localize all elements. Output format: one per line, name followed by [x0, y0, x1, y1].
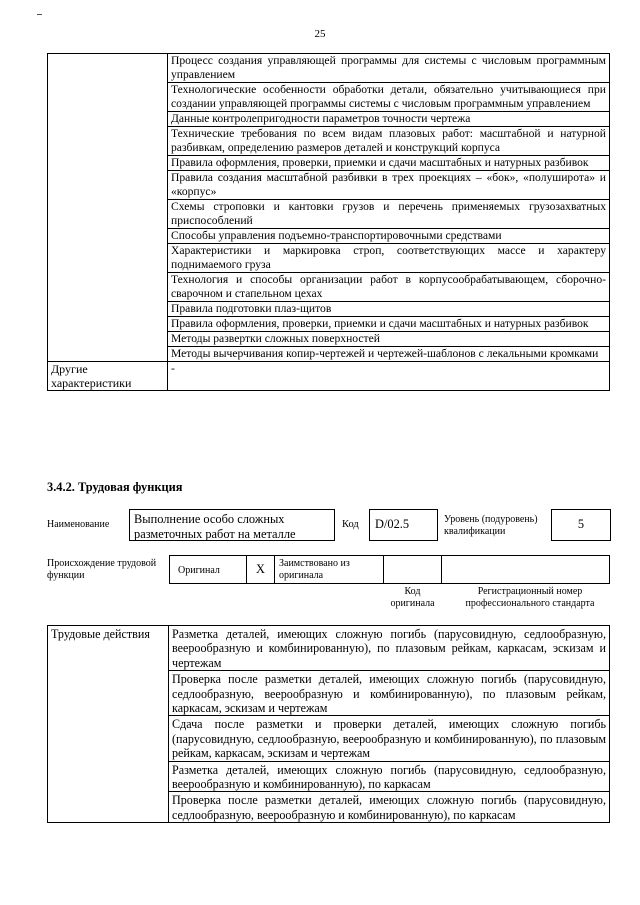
function-name-value: Выполнение особо сложных разметочных работ на металле	[134, 512, 296, 541]
labor-actions-table	[47, 625, 610, 823]
table-cell: Сдача после разметки и проверки деталей, имеющих сложную погибь (парусовидную, седлообразную, веерообразную и комбинированную), по плазовым рейкам, каркасам, эскизам и чертежам	[169, 716, 610, 761]
table-cell: Проверка после разметки деталей, имеющих сложную погибь (парусовидную, седлообразную, веерообразную и комбинированную), по плазовым рейкам, каркасам, эскизам и чертежам	[169, 671, 610, 716]
table-cell: Технологические особенности обработки детали, обязательно учитывающиеся при создании управляющей программы системы с числовым программным управлением	[168, 83, 610, 112]
origin-label: Происхождение трудовой функции	[47, 558, 157, 581]
level-box	[551, 509, 611, 541]
level-label: Уровень (подуровень) квалификации	[444, 514, 538, 537]
reg-number-caption: Регистрационный номер профессионального стандарта	[465, 586, 595, 609]
original-mark: X	[256, 562, 265, 576]
function-name-box	[129, 509, 335, 541]
code-original-cell	[383, 555, 442, 584]
original-mark-cell	[246, 555, 275, 584]
table-cell: Методы развертки сложных поверхностей	[168, 332, 610, 347]
table-cell: Способы управления подъемно-транспортировочными средствами	[168, 229, 610, 244]
knowledge-table	[47, 53, 610, 391]
reg-number-cell	[441, 555, 610, 584]
code-value: D/02.5	[375, 517, 410, 531]
page-number: 25	[314, 28, 326, 40]
table-cell: Схемы строповки и кантовки грузов и перечень применяемых грузозахватных приспособлений	[168, 200, 610, 229]
labor-actions-label: Трудовые действия	[48, 626, 169, 823]
table-cell: Правила оформления, проверки, приемки и сдачи масштабных и натурных разбивок	[168, 156, 610, 171]
table-cell: Разметка деталей, имеющих сложную погибь (парусовидную, седлообразную, веерообразную и комбинированную), по плазовым рейкам, каркасам, эскизам и чертежам	[169, 626, 610, 671]
table-cell: Характеристики и маркировка строп, соответствующих массе и характеру поднимаемого груза	[168, 244, 610, 273]
borrowed-cell	[274, 555, 384, 584]
code-label: Код	[342, 519, 359, 530]
other-characteristics-label: Другие характеристики	[48, 362, 168, 391]
table-cell: Методы вычерчивания копир-чертежей и чертежей-шаблонов с лекальными кромками	[168, 347, 610, 362]
code-original-caption: Код оригинала	[390, 586, 435, 609]
table-cell: Технические требования по всем видам плазовых работ: масштабной и натурной разбивкам, определению размеров деталей и конструкций корпуса	[168, 127, 610, 156]
other-characteristics-value: -	[168, 362, 610, 391]
name-label: Наименование	[47, 519, 110, 530]
table-cell: Правила оформления, проверки, приемки и сдачи масштабных и натурных разбивок	[168, 317, 610, 332]
scan-mark	[37, 14, 42, 15]
table-row	[48, 54, 610, 83]
table-cell: Данные контролепригодности параметров точности чертежа	[168, 112, 610, 127]
table-cell: Правила создания масштабной разбивки в трех проекциях – «бок», «полуширота» и «корпус»	[168, 171, 610, 200]
original-cell	[169, 555, 247, 584]
table-cell: Правила подготовки плаз-щитов	[168, 302, 610, 317]
borrowed-label: Заимствовано из оригинала	[279, 558, 350, 581]
table-row	[48, 626, 610, 671]
section-title: 3.4.2. Трудовая функция	[47, 480, 183, 494]
table-cell: Разметка деталей, имеющих сложную погибь (парусовидную, седлообразную, веерообразную и комбинированную), по каркасам	[169, 761, 610, 792]
original-label: Оригинал	[178, 565, 220, 576]
level-value: 5	[577, 517, 585, 531]
table-cell: Технология и способы организации работ в корпусообрабатывающем, сборочно-сварочном и стапельном цехах	[168, 273, 610, 302]
table-cell: Процесс создания управляющей программы для системы с числовым программным управлением	[168, 54, 610, 83]
table-cell: Проверка после разметки деталей, имеющих сложную погибь (парусовидную, седлообразную, веерообразную и комбинированную), по каркасам	[169, 792, 610, 823]
table-row	[48, 362, 610, 391]
code-box	[369, 509, 438, 541]
empty-label-cell	[48, 54, 168, 362]
